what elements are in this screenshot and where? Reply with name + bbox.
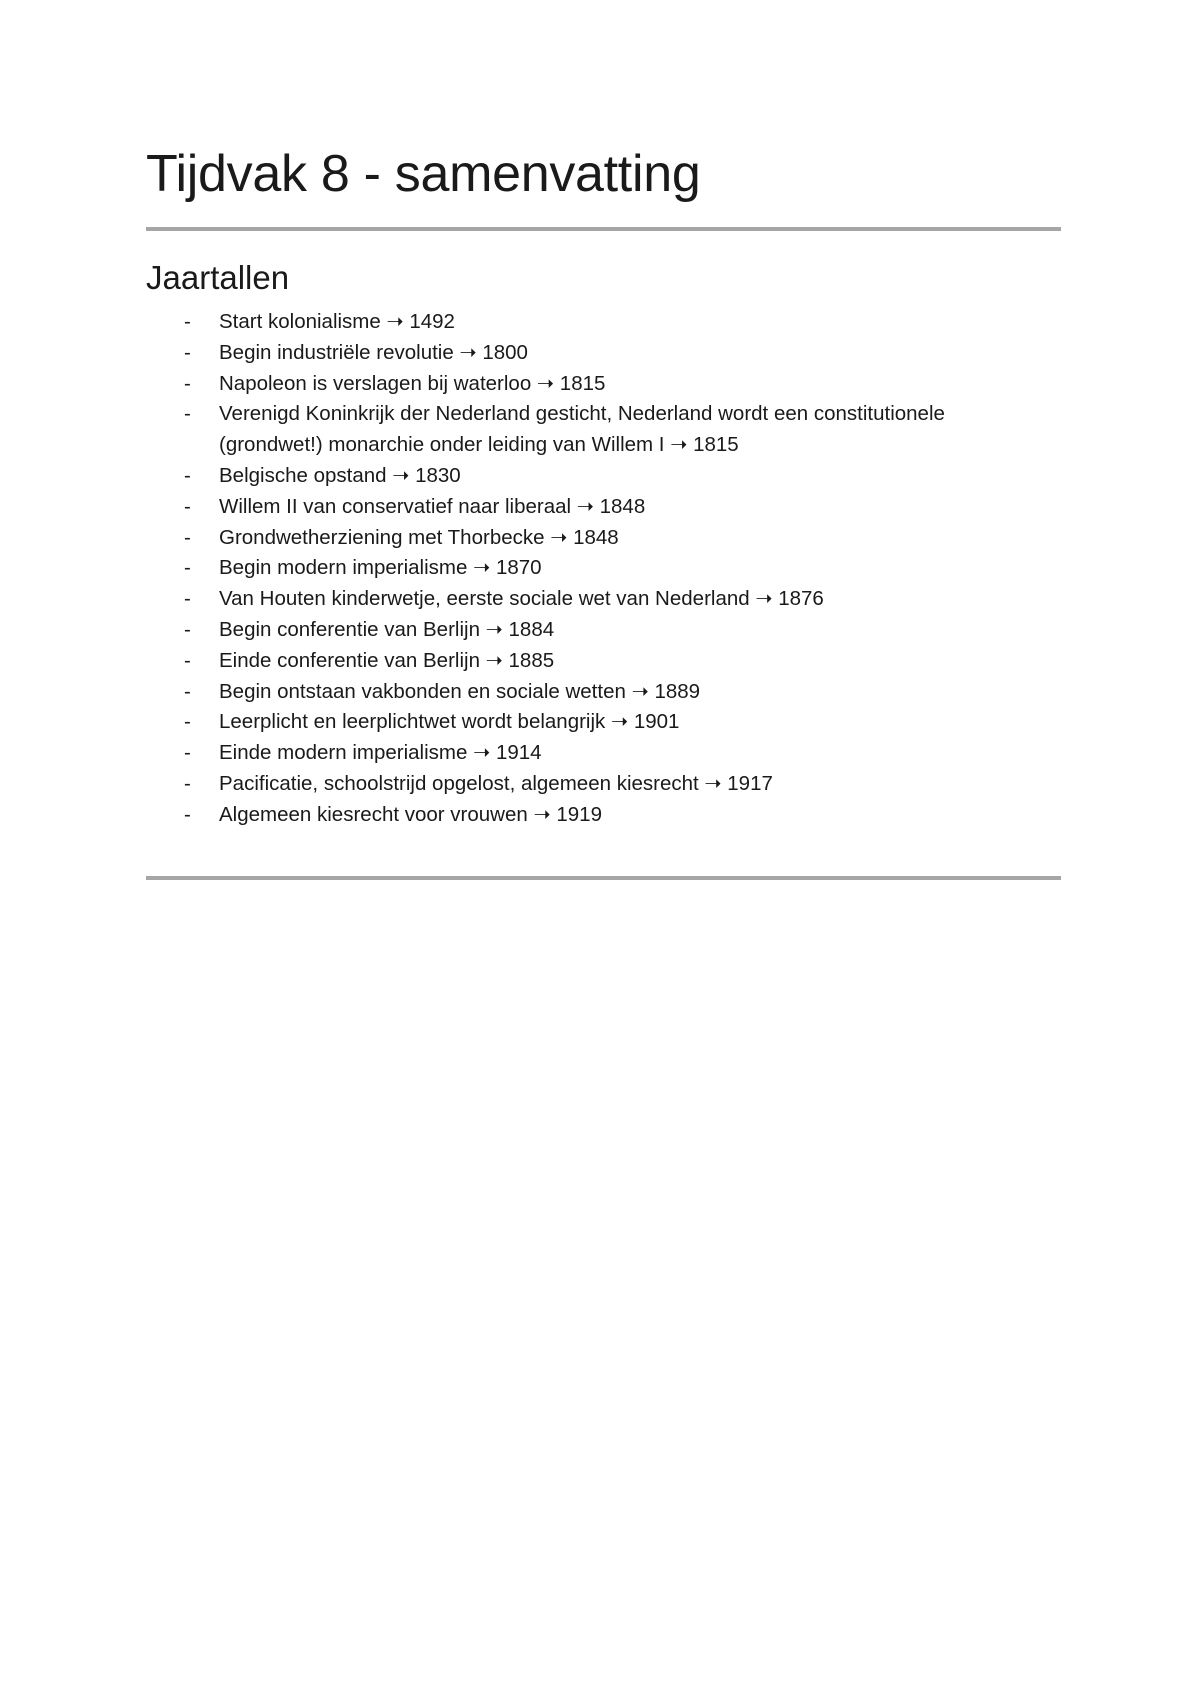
- list-item: [146, 677, 1061, 708]
- list-item: [146, 399, 1061, 461]
- list-item: [146, 307, 1061, 338]
- title-divider: [146, 227, 1061, 231]
- list-item-text: Leerplicht en leerplichtwet wordt belangrijk ➝ 1901: [219, 710, 680, 734]
- bullet-dash: -: [184, 525, 191, 549]
- list-item-text: Begin modern imperialisme ➝ 1870: [219, 556, 542, 580]
- bullet-dash: -: [184, 494, 191, 518]
- list-item-text: Start kolonialisme ➝ 1492: [219, 310, 455, 333]
- bullet-dash: -: [184, 679, 191, 703]
- list-item: [146, 738, 1061, 769]
- list-item: [146, 615, 1061, 646]
- bullet-dash: -: [184, 587, 191, 611]
- list-item: [146, 553, 1061, 584]
- bullet-dash: -: [184, 802, 191, 826]
- list-item-text: Begin industriële revolutie ➝ 1800: [219, 340, 528, 364]
- list-item-text: Begin ontstaan vakbonden en sociale wetten ➝ 1889: [219, 679, 701, 703]
- list-item-text: Willem II van conservatief naar liberaal ➝ 1848: [219, 494, 646, 518]
- bullet-dash: -: [184, 463, 191, 487]
- year-list: [146, 307, 1061, 831]
- list-item-text: Napoleon is verslagen bij waterloo ➝ 1815: [219, 371, 606, 395]
- list-item-text: Pacificatie, schoolstrijd opgelost, algemeen kiesrecht ➝ 1917: [219, 771, 773, 795]
- list-item: [146, 584, 1061, 615]
- list-item-text: Algemeen kiesrecht voor vrouwen ➝ 1919: [219, 802, 602, 826]
- list-item-text: Grondwetherziening met Thorbecke ➝ 1848: [219, 525, 619, 549]
- section-heading: Jaartallen: [146, 259, 290, 296]
- bullet-dash: -: [184, 648, 191, 672]
- list-item-text: Einde modern imperialisme ➝ 1914: [219, 741, 542, 765]
- section-divider: [146, 876, 1061, 880]
- bullet-dash: -: [184, 710, 191, 734]
- bullet-dash: -: [184, 340, 191, 364]
- list-item: [146, 338, 1061, 369]
- list-item-text: Belgische opstand ➝ 1830: [219, 463, 461, 487]
- list-item-text: Verenigd Koninkrijk der Nederland gesticht, Nederland wordt een constitutionele (grondwet!) monarchie onder leiding van Willem I ➝ 1815: [219, 402, 945, 457]
- bullet-dash: -: [184, 556, 191, 580]
- list-item: [146, 707, 1061, 738]
- page-title: Tijdvak 8 - samenvatting: [146, 145, 701, 203]
- list-item: [146, 523, 1061, 554]
- list-item: [146, 769, 1061, 800]
- list-item: [146, 369, 1061, 400]
- bullet-dash: -: [184, 617, 191, 641]
- bullet-dash: -: [184, 310, 191, 333]
- list-item-text: Van Houten kinderwetje, eerste sociale wet van Nederland ➝ 1876: [219, 587, 824, 611]
- bullet-dash: -: [184, 771, 191, 795]
- bullet-dash: -: [184, 741, 191, 765]
- list-item-text: Einde conferentie van Berlijn ➝ 1885: [219, 648, 555, 672]
- list-item: [146, 800, 1061, 831]
- list-item: [146, 492, 1061, 523]
- list-item-text: Begin conferentie van Berlijn ➝ 1884: [219, 617, 555, 641]
- bullet-dash: -: [184, 402, 191, 426]
- list-item: [146, 461, 1061, 492]
- bullet-dash: -: [184, 371, 191, 395]
- list-item: [146, 646, 1061, 677]
